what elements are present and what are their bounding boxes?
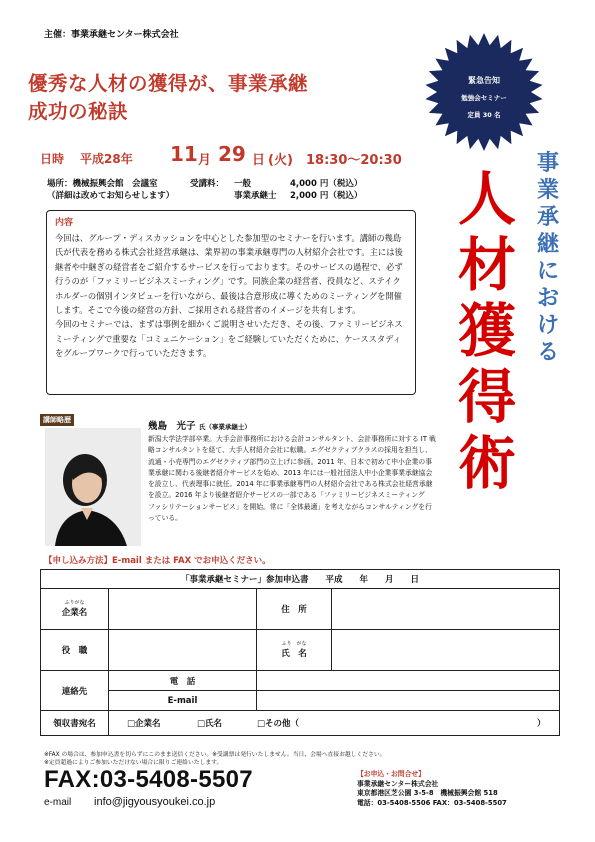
content-paragraph-2: 今回のセミナーでは、まずは事例を細かくご説明させいただき、その後、ファミリービジネスミーティングで重要な「コミュニケーション」をご経験していただくために、ケーススタディをグループワークで行っていただきます。 [55, 319, 403, 359]
fee-kind-member: 事業承継士 [234, 191, 277, 201]
fee-price-member: 2,000 円（税込） [290, 191, 363, 201]
vertical-subtitle-char: 業 [536, 178, 559, 203]
venue [47, 178, 174, 202]
vertical-title-char: 材 [457, 231, 516, 299]
receipt-options [109, 711, 560, 736]
email-line-label: e-mail [44, 797, 72, 808]
content-title: 内容 [55, 218, 74, 228]
position-field[interactable] [109, 630, 257, 671]
note-1: ※FAX の場合は、参加申込書を切らずにこのまま送信ください。※受講票は発行いたしません。当日、会場へ直接お越しください。 [44, 752, 386, 758]
phone-label: 電 話 [109, 671, 257, 691]
date-label: 日時 [40, 152, 65, 166]
date-month: 11 [170, 142, 198, 166]
name-field[interactable] [332, 630, 560, 671]
starburst-icon [424, 32, 544, 152]
date-month-unit: 月 [198, 153, 212, 168]
address-label: 住 所 [257, 589, 332, 630]
vertical-subtitle-char: 承 [536, 205, 559, 230]
badge-line-3: 定員 30 名 [467, 111, 501, 119]
name-label-text: 氏 名 [281, 649, 307, 659]
fee-kind-general: 一般 [234, 179, 252, 189]
phone-field[interactable] [257, 671, 560, 691]
vertical-title-char: 獲 [457, 297, 516, 365]
date-line [40, 142, 440, 170]
contact-phone: 電話：03-5408-5506 FAX：03-5408-5507 [357, 798, 507, 807]
headline-line-1: 優秀な人材の獲得が、事業承継 [28, 72, 309, 95]
date-era: 平成28年 [80, 152, 133, 166]
email-line [44, 796, 215, 808]
vertical-subtitle-char: お [536, 286, 559, 311]
venue-note: （詳細は改めてお知らせします） [47, 191, 175, 201]
contact-address: 東京都港区芝公園 3-5-8 機械振興会館 518 [357, 789, 498, 797]
instructor-name: 幾島 光子 [148, 421, 196, 432]
vertical-subtitle [532, 150, 564, 366]
vertical-subtitle-char: け [536, 313, 559, 338]
badge-line-2: 勉強会セミナー [461, 94, 507, 102]
company-label [41, 589, 109, 630]
instructor-bio: 新潟大学法学部卒業。大手会計事務所における会計コンサルタント、会計事務所に対する IT 戦略コンサルタントを経て、大手人材紹介会社に転職。エグゼクティブクラスの採用を担当し、流通・小売専門のエグゼクティブ部門の立上げに参画。2011 年、日本で初めて中小企業の事業承継に関わる後継者紹介サービスを始め、2013 年には一般社団法人中小企業事業承継協会を設立し、代表理事に就任。2014 年に事業承継専門の人材紹介会社である株式会社経営承継を設立。2016 年より後継者紹介サービスの一部である「ファミリービジネスミーティング ファシリテーションサービス」を開始。常に「全体最適」を考えながらコンサルティングを行っている。 [148, 435, 436, 523]
vertical-subtitle-char: に [536, 259, 559, 284]
contact-company: 事業承継センター株式会社 [357, 779, 439, 788]
fax-number: FAX:03-5408-5507 [44, 766, 253, 793]
vertical-subtitle-char: 事 [536, 151, 559, 176]
receipt-option-close: ） [537, 719, 546, 729]
receipt-option-name[interactable]: □氏名 [197, 719, 223, 729]
address-field[interactable] [332, 589, 560, 630]
email-address[interactable]: info@jigyousyoukei.co.jp [94, 796, 216, 808]
vertical-title [452, 166, 522, 496]
receipt-option-company[interactable]: □企業名 [127, 719, 161, 729]
vertical-title-char: 得 [457, 363, 516, 431]
email-label: E-mail [109, 691, 257, 711]
position-label: 役 職 [41, 630, 109, 671]
name-furigana: ふり がな [281, 641, 307, 647]
apply-instructions: 【申し込み方法】E-mail または FAX でお申込ください。 [44, 556, 271, 566]
venue-line: 場所：機械振興会館 会議室 [47, 179, 158, 189]
vertical-title-char: 術 [457, 429, 516, 497]
date-day-unit: 日 [252, 153, 266, 168]
company-field[interactable] [109, 589, 257, 630]
contact-label: 連絡先 [41, 671, 109, 711]
contact-info [357, 770, 507, 808]
instructor-honorific: 氏（事業承継士） [198, 423, 251, 431]
headline-line-2: 成功の秘訣 [28, 100, 129, 123]
name-label [257, 630, 332, 671]
vertical-subtitle-char: る [536, 340, 559, 365]
date-time: 18:30〜20:30 [306, 153, 402, 168]
note-2: ※定員超過によりご参加いただけない場合に限りご連絡いたします。 [44, 760, 223, 766]
fee-label: 受講料： [190, 179, 225, 189]
application-form [40, 569, 560, 736]
receipt-label: 領収書宛名 [41, 711, 109, 736]
company-furigana: ふりがな [64, 600, 85, 606]
contact-title: 【お申込・お問合せ】 [357, 770, 425, 778]
instructor-photo [45, 428, 141, 546]
instructor-label: 講師略歴 [40, 414, 74, 426]
notes [44, 751, 444, 767]
receipt-option-other[interactable]: □その他（ [257, 719, 300, 729]
organizer: 主催：事業承継センター株式会社 [44, 30, 179, 40]
badge-line-1: 緊急告知 [468, 76, 500, 85]
announcement-badge [424, 32, 544, 152]
headline [28, 70, 448, 126]
instructor-name-block [148, 418, 251, 432]
form-header: 「事業承継セミナー」参加申込書 平成 年 月 日 [41, 570, 560, 589]
vertical-subtitle-char: 継 [536, 232, 559, 257]
content-paragraph-1: 今回は、グループ・ディスカッションを中心とした参加型のセミナーを行います。講師の幾島氏が代表を務める株式会社経営承継は、業界初の事業承継専門の人材紹介会社です。主には後継者や中継ぎの経営者をご紹介するサービスを行っております。そのサービスの過程で、必ず行うのが「ファミリービジネスミーティング」です。同族企業の経営者、役員など、ステイクホルダーの個別インタビューを行いながら、最後は合意形成に導くためのミーティングを開催します。そこで今後の経営の方針、ご採用される経営者のイメージを共有します。 [55, 233, 403, 316]
vertical-title-char: 人 [457, 165, 516, 233]
email-field[interactable] [257, 691, 560, 711]
fee-price-general: 4,000 円（税込） [290, 179, 363, 189]
content-box [46, 210, 416, 395]
fees [190, 178, 365, 202]
instructor-portrait-icon [45, 428, 141, 546]
date-day: 29 [218, 142, 246, 166]
date-weekday: (火) [268, 153, 293, 168]
company-label-text: 企業名 [61, 608, 88, 618]
